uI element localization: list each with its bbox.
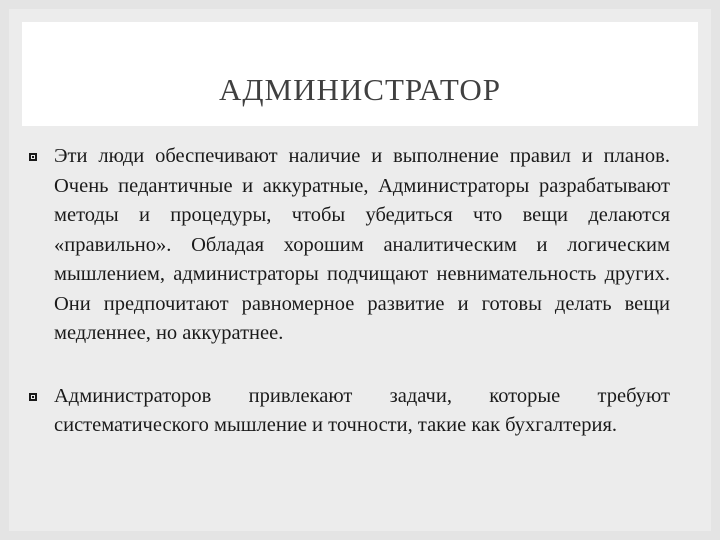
square-bullet-icon [28, 392, 38, 402]
slide-title: АДМИНИСТРАТОР [219, 72, 501, 107]
bullet-text: Администраторов привлекают задачи, которые требуют систематического мышление и точности, такие как бухгалтерия. [54, 384, 670, 436]
square-bullet-icon [28, 152, 38, 162]
bullet-item-2 [28, 382, 670, 441]
title-band [22, 22, 698, 126]
slide-body [28, 142, 670, 441]
bullet-text: Эти люди обеспечивают наличие и выполнение правил и планов. Очень педантичные и аккуратные, Администраторы разрабатывают методы и процедуры, чтобы убедиться что вещи делаются «правильно». Обладая хорошим аналитическим и логическим мышлением, администраторы подчищают невнимательность других. Они предпочитают равномерное развитие и готовы делать вещи медленнее, но аккуратнее. [54, 145, 670, 344]
bullet-item-1 [28, 142, 670, 349]
